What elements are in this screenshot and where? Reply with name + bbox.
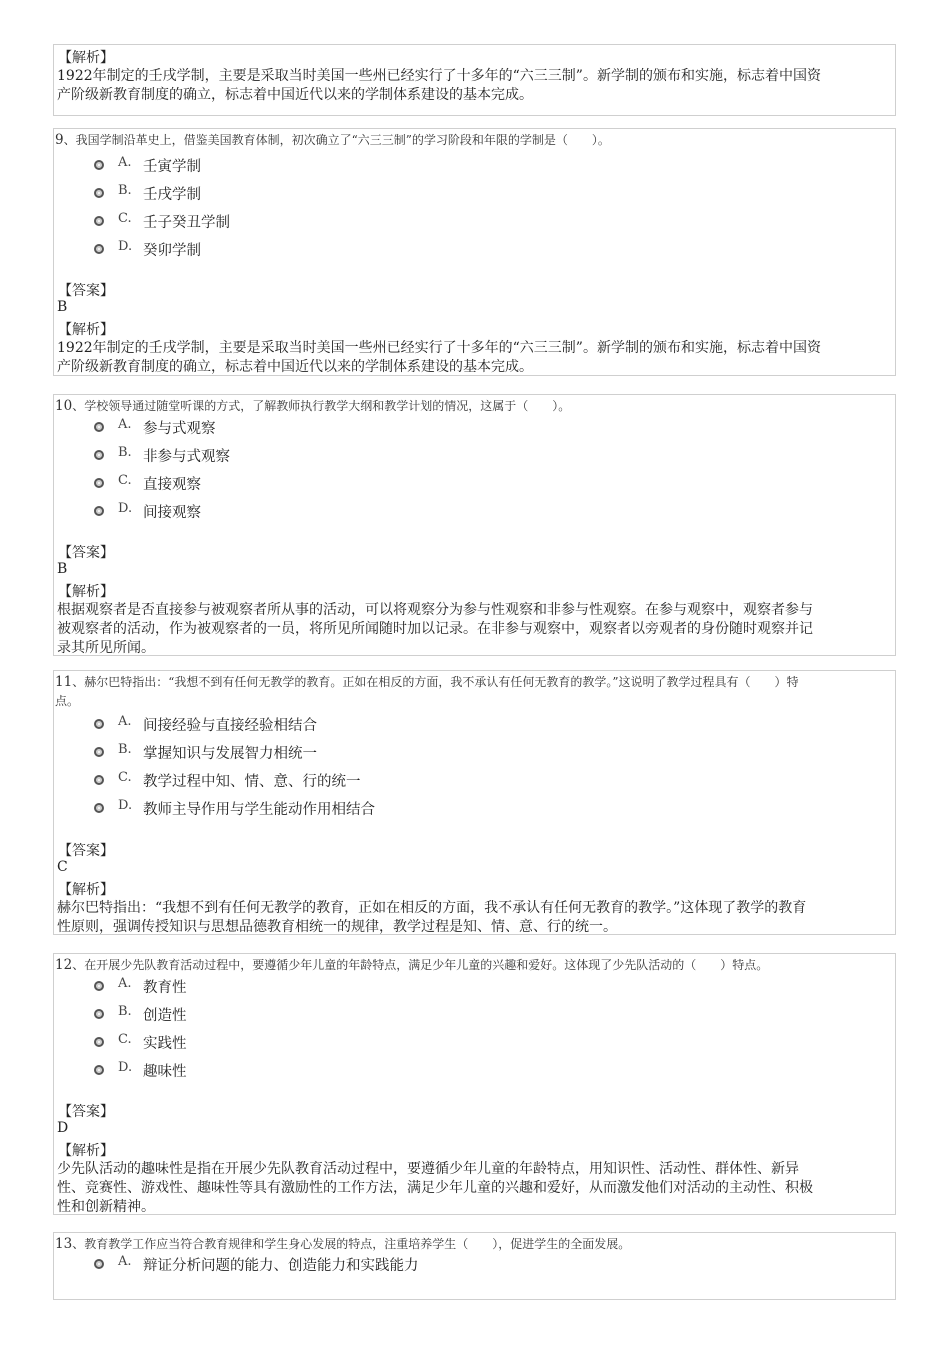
answer-value: B xyxy=(57,299,68,315)
analysis-label: 【解析】 xyxy=(58,1143,114,1159)
radio-button-icon[interactable] xyxy=(94,1009,104,1019)
question-block-12 xyxy=(53,953,896,1215)
radio-button-icon[interactable] xyxy=(94,1037,104,1047)
question-block-11 xyxy=(53,670,896,935)
option-c[interactable] xyxy=(94,469,230,497)
radio-button-icon[interactable] xyxy=(94,216,104,226)
analysis-label: 【解析】 xyxy=(58,50,114,66)
radio-button-icon[interactable] xyxy=(94,450,104,460)
radio-button-icon[interactable] xyxy=(94,160,104,170)
option-text: 癸卯学制 xyxy=(143,242,201,259)
analysis-label: 【解析】 xyxy=(58,882,114,898)
option-letter: A. xyxy=(118,416,132,432)
option-text: 教育性 xyxy=(143,979,187,996)
option-text: 间接经验与直接经验相结合 xyxy=(143,717,317,734)
option-text: 壬寅学制 xyxy=(143,158,201,175)
radio-button-icon[interactable] xyxy=(94,747,104,757)
option-letter: A. xyxy=(118,713,132,729)
option-a[interactable] xyxy=(94,972,187,1000)
analysis-line: 录其所见所闻。 xyxy=(57,640,155,656)
option-d[interactable] xyxy=(94,235,230,263)
analysis-line: 1922年制定的壬戌学制，主要是采取当时美国一些州已经实行了十多年的“六三三制”。新学制的颁布和实施，标志着中国资 xyxy=(57,68,821,84)
analysis-line: 性、竞赛性、游戏性、趣味性等具有激励性的工作方法，满足少年儿童的兴趣和爱好，从而激发他们对活动的主动性、积极 xyxy=(57,1180,813,1196)
option-text: 教学过程中知、情、意、行的统一 xyxy=(143,773,361,790)
option-text: 创造性 xyxy=(143,1007,187,1024)
radio-button-icon[interactable] xyxy=(94,478,104,488)
question-stem xyxy=(55,131,889,150)
analysis-line: 被观察者的活动，作为被观察者的一员，将所见所闻随时加以记录。在非参与观察中，观察者以旁观者的身份随时观察并记 xyxy=(57,621,813,637)
option-letter: D. xyxy=(118,500,133,516)
question-block-10 xyxy=(53,394,896,656)
option-letter: C. xyxy=(118,210,132,226)
question-text: 、学校领导通过随堂听课的方式，了解教师执行教学大纲和教学计划的情况，这属于（ ）。 xyxy=(72,399,571,413)
analysis-line: 性和创新精神。 xyxy=(57,1199,155,1215)
option-text: 参与式观察 xyxy=(143,420,216,437)
option-letter: C. xyxy=(118,472,132,488)
analysis-line: 1922年制定的壬戌学制，主要是采取当时美国一些州已经实行了十多年的“六三三制”。新学制的颁布和实施，标志着中国资 xyxy=(57,340,821,356)
option-text: 辩证分析问题的能力、创造能力和实践能力 xyxy=(143,1257,419,1274)
answer-value: D xyxy=(57,1120,69,1136)
radio-button-icon[interactable] xyxy=(94,719,104,729)
option-letter: A. xyxy=(118,154,132,170)
question-number: 11 xyxy=(55,674,73,690)
option-c[interactable] xyxy=(94,1028,187,1056)
radio-button-icon[interactable] xyxy=(94,1065,104,1075)
analysis-label: 【解析】 xyxy=(58,322,114,338)
option-text: 实践性 xyxy=(143,1035,187,1052)
question-block-9 xyxy=(53,128,896,376)
option-letter: C. xyxy=(118,769,132,785)
question-text: 、赫尔巴特指出：“我想不到有任何无教学的教育。正如在相反的方面，我不承认有任何无教育的教学。”这说明了教学过程具有（ ）特 xyxy=(72,675,799,689)
options-list xyxy=(94,710,375,822)
option-text: 壬戌学制 xyxy=(143,186,201,203)
answer-label: 【答案】 xyxy=(58,843,114,859)
option-letter: B. xyxy=(118,1003,132,1019)
analysis-text xyxy=(57,601,889,658)
option-d[interactable] xyxy=(94,497,230,525)
question-stem xyxy=(55,673,889,711)
option-letter: D. xyxy=(118,238,133,254)
radio-button-icon[interactable] xyxy=(94,803,104,813)
option-letter: D. xyxy=(118,797,133,813)
options-list xyxy=(94,972,187,1084)
question-number: 9 xyxy=(55,132,64,148)
option-c[interactable] xyxy=(94,766,375,794)
question-block-13 xyxy=(53,1232,896,1300)
option-letter: B. xyxy=(118,182,132,198)
option-letter: B. xyxy=(118,741,132,757)
options-list xyxy=(94,413,230,525)
option-text: 教师主导作用与学生能动作用相结合 xyxy=(143,801,375,818)
analysis-line: 赫尔巴特指出：“我想不到有任何无教学的教育，正如在相反的方面，我不承认有任何无教育的教学。”这体现了教学的教育 xyxy=(57,900,807,916)
option-letter: A. xyxy=(118,975,132,991)
question-text: 、在开展少先队教育活动过程中，要遵循少年儿童的年龄特点，满足少年儿童的兴趣和爱好。这体现了少先队活动的（ ）特点。 xyxy=(72,958,769,972)
option-d[interactable] xyxy=(94,794,375,822)
option-text: 壬子癸丑学制 xyxy=(143,214,230,231)
options-list xyxy=(94,1250,419,1278)
radio-button-icon[interactable] xyxy=(94,1259,104,1269)
options-list xyxy=(94,151,230,263)
option-text: 直接观察 xyxy=(143,476,201,493)
radio-button-icon[interactable] xyxy=(94,188,104,198)
option-b[interactable] xyxy=(94,1000,187,1028)
option-d[interactable] xyxy=(94,1056,187,1084)
option-text: 掌握知识与发展智力相统一 xyxy=(143,745,317,762)
analysis-text xyxy=(57,67,889,105)
option-letter: A. xyxy=(118,1253,132,1269)
analysis-text xyxy=(57,339,889,377)
question-text: 、教育教学工作应当符合教育规律和学生身心发展的特点，注重培养学生（ ），促进学生的全面发展。 xyxy=(72,1237,631,1251)
option-letter: D. xyxy=(118,1059,133,1075)
radio-button-icon[interactable] xyxy=(94,422,104,432)
question-number: 13 xyxy=(55,1236,73,1252)
answer-label: 【答案】 xyxy=(58,283,114,299)
analysis-label: 【解析】 xyxy=(58,584,114,600)
question-block-continued xyxy=(53,44,896,116)
option-a[interactable] xyxy=(94,710,375,738)
answer-value: B xyxy=(57,561,68,577)
option-text: 趣味性 xyxy=(143,1063,187,1080)
analysis-line: 少先队活动的趣味性是指在开展少先队教育活动过程中，要遵循少年儿童的年龄特点，用知识性、活动性、群体性、新异 xyxy=(57,1161,799,1177)
answer-label: 【答案】 xyxy=(58,545,114,561)
analysis-line: 性原则，强调传授知识与思想品德教育相统一的规律，教学过程是知、情、意、行的统一。 xyxy=(57,919,617,935)
answer-value: C xyxy=(57,859,68,875)
analysis-text xyxy=(57,899,889,937)
radio-button-icon[interactable] xyxy=(94,244,104,254)
analysis-text xyxy=(57,1160,889,1217)
analysis-line: 根据观察者是否直接参与被观察者所从事的活动，可以将观察分为参与性观察和非参与性观察。在参与观察中，观察者参与 xyxy=(57,602,813,618)
option-letter: B. xyxy=(118,444,132,460)
option-a[interactable] xyxy=(94,413,230,441)
option-letter: C. xyxy=(118,1031,132,1047)
radio-button-icon[interactable] xyxy=(94,506,104,516)
option-a[interactable] xyxy=(94,151,230,179)
question-number: 10 xyxy=(55,398,73,414)
option-a[interactable] xyxy=(94,1250,419,1278)
option-b[interactable] xyxy=(94,738,375,766)
option-text: 间接观察 xyxy=(143,504,201,521)
analysis-line: 产阶级新教育制度的确立，标志着中国近代以来的学制体系建设的基本完成。 xyxy=(57,87,533,103)
radio-button-icon[interactable] xyxy=(94,775,104,785)
answer-label: 【答案】 xyxy=(58,1104,114,1120)
option-b[interactable] xyxy=(94,179,230,207)
analysis-line: 产阶级新教育制度的确立，标志着中国近代以来的学制体系建设的基本完成。 xyxy=(57,359,533,375)
radio-button-icon[interactable] xyxy=(94,981,104,991)
option-b[interactable] xyxy=(94,441,230,469)
question-text-continued: 点。 xyxy=(55,694,80,708)
question-number: 12 xyxy=(55,957,73,973)
option-text: 非参与式观察 xyxy=(143,448,230,465)
option-c[interactable] xyxy=(94,207,230,235)
question-text: 、我国学制沿革史上，借鉴美国教育体制，初次确立了“六三三制”的学习阶段和年限的学制是（ ）。 xyxy=(63,133,610,147)
